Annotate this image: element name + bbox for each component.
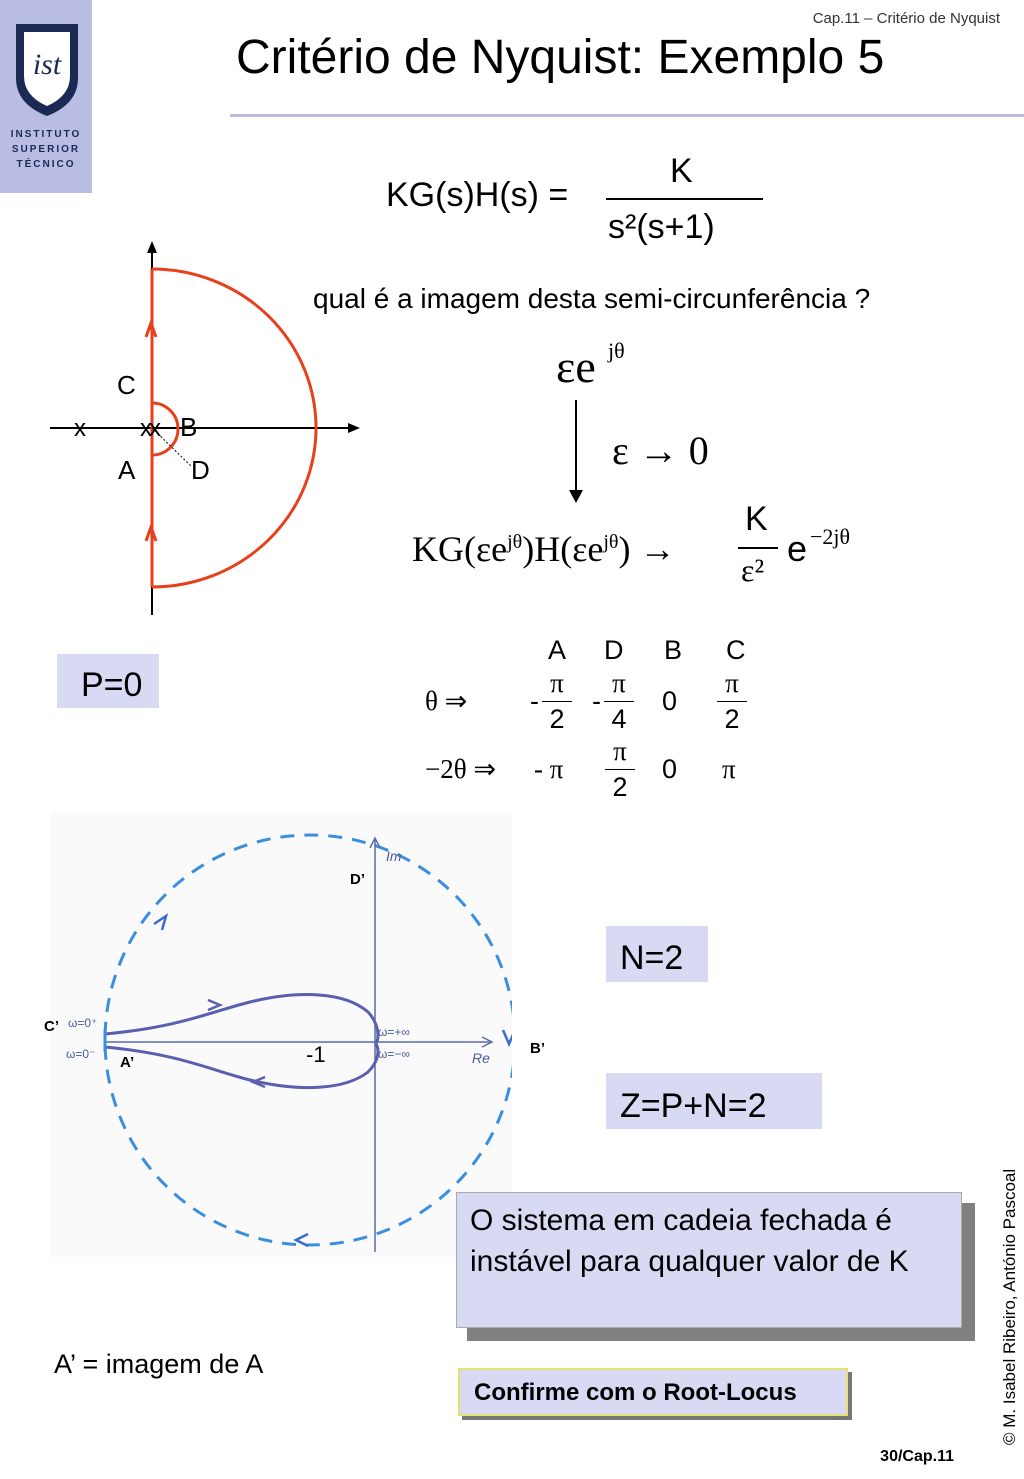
mapping-sup-1: jθ	[507, 531, 523, 553]
logo-line-3: TÉCNICO	[16, 159, 76, 170]
w0minus-label: ω=0⁻	[66, 1047, 96, 1061]
mapping-sup-2: jθ	[603, 531, 619, 553]
fraction-bar	[606, 198, 763, 200]
im-label: Im	[386, 848, 402, 864]
mapping-arrow-shaft	[575, 400, 577, 492]
row1-sign-a: -	[530, 686, 539, 716]
label-b: B	[180, 412, 198, 442]
page-number: 30/Cap.11	[880, 1448, 954, 1465]
b-prime-label: B’	[530, 1040, 545, 1057]
page-title: Critério de Nyquist: Exemplo 5	[236, 31, 885, 84]
row2-d-bar	[605, 769, 635, 770]
p-box: P=0	[57, 654, 159, 708]
conclusion-text: O sistema em cadeia fechada é instável para qualquer valor de K	[470, 1204, 909, 1278]
label-c: C	[117, 370, 136, 400]
row1-d-bar	[604, 701, 634, 702]
pole-marker-1: x	[74, 415, 86, 442]
w0plus-label: ω=0⁺	[68, 1016, 98, 1030]
epsilon-e: εe	[556, 341, 596, 392]
chapter-header: Cap.11 – Critério de Nyquist	[812, 10, 1000, 27]
mapping-fraction-bar	[738, 547, 778, 549]
mapping-denominator: ε²	[741, 552, 765, 588]
row2-c: π	[722, 754, 736, 784]
row1-frac-c	[717, 668, 747, 735]
a-prime-label: A’	[120, 1054, 135, 1071]
real-axis-arrow	[348, 423, 360, 433]
z-box: Z=P+N=2	[606, 1073, 822, 1129]
logo-line-1: INSTITUTO	[10, 129, 82, 140]
mapping-lhs-b: )H(εe	[522, 529, 604, 569]
question-text: qual é a imagem desta semi-circunferência ?	[313, 283, 871, 314]
minus-one-label: -1	[306, 1042, 326, 1067]
row1-d-num: π	[612, 668, 626, 698]
mapping-lhs-c: ) →	[618, 529, 676, 569]
wminusinf-label: ω=−∞	[378, 1047, 410, 1061]
row1-c-num: π	[725, 668, 739, 698]
row1-frac-a	[542, 668, 572, 735]
imag-axis-arrow	[147, 241, 157, 253]
row1-a-num: π	[550, 668, 564, 698]
row1-c-den: 2	[724, 704, 740, 734]
shield-icon	[14, 22, 80, 118]
table-header-d: D	[604, 635, 624, 665]
ist-logo	[0, 0, 92, 193]
wplusinf-label: ω=+∞	[378, 1025, 410, 1039]
row2-d-den: 2	[612, 772, 628, 802]
row1-frac-d	[604, 668, 634, 735]
d-prime-label: D’	[350, 871, 365, 888]
title-divider	[230, 114, 1024, 117]
label-d: D	[191, 455, 210, 485]
copyright-text: © M. Isabel Ribeiro, António Pascoal	[1000, 1168, 1019, 1445]
row2-label: −2θ ⇒	[425, 754, 497, 784]
mapping-rhs-sup: −2jθ	[810, 524, 851, 549]
label-a: A	[118, 455, 136, 485]
row2-a: - π	[534, 754, 564, 784]
row1-d-den: 4	[611, 704, 627, 734]
table-header-a: A	[548, 635, 567, 665]
mapping-rhs: e	[787, 528, 808, 569]
table-header-c: C	[726, 635, 746, 665]
plot-background	[50, 812, 512, 1257]
row1-a-den: 2	[549, 704, 565, 734]
row2-b: 0	[662, 754, 678, 784]
row2-d-num: π	[613, 736, 627, 766]
logo-line-2: SUPERIOR	[11, 144, 81, 155]
equation-denominator: s²(s+1)	[608, 208, 715, 246]
equation-numerator: K	[670, 152, 693, 190]
mapping-numerator: K	[745, 500, 768, 538]
nyquist-plot	[50, 812, 512, 1257]
pole-marker-2: xx	[140, 415, 158, 442]
a-note: A’ = imagem de A	[54, 1349, 264, 1379]
mapping-lhs-a: KG(εe	[412, 529, 508, 569]
table-header-b: B	[664, 635, 683, 665]
svg-text:ist: ist	[32, 48, 62, 81]
row2-frac-d	[605, 736, 635, 803]
row1-label: θ ⇒	[425, 686, 468, 716]
row1-sign-d: -	[592, 686, 601, 716]
n-box: N=2	[606, 926, 708, 982]
mapping-lhs	[412, 528, 675, 570]
limit-text: ε → 0	[612, 428, 709, 473]
re-label: Re	[472, 1050, 490, 1066]
row1-c-bar	[717, 701, 747, 702]
epsilon-e-sup: jθ	[608, 338, 625, 363]
confirm-box: Confirme com o Root-Locus	[458, 1368, 848, 1416]
row1-b: 0	[662, 686, 678, 716]
down-arrow-icon	[568, 488, 584, 504]
equation-lhs: KG(s)H(s) =	[386, 176, 569, 214]
c-prime-label: C’	[44, 1018, 59, 1035]
row1-a-bar	[542, 701, 572, 702]
